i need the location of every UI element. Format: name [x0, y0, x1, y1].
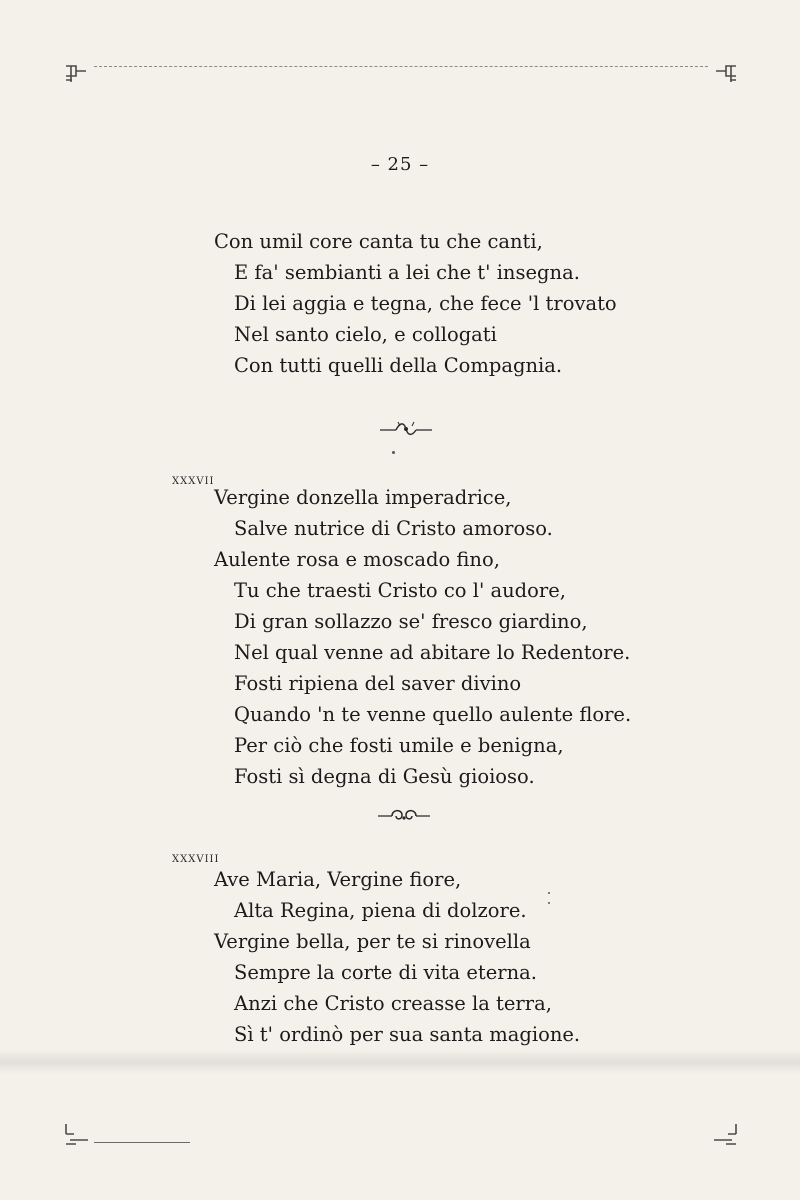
section-ornament-scroll-icon	[376, 806, 432, 824]
scan-shadow	[0, 1050, 800, 1074]
verse-line: Sì t' ordinò per sua santa magione.	[234, 1023, 581, 1046]
verse-line: Vergine bella, per te si rinovella	[214, 930, 531, 953]
verse-line: Tu che traesti Cristo co l' audore,	[234, 579, 566, 602]
verse-line: Per ciò che fosti umile e benigna,	[234, 734, 564, 757]
verse-line: Nel qual venne ad abitare lo Redentore.	[234, 641, 631, 664]
verse-line: Con tutti quelli della Compagnia.	[234, 354, 563, 377]
verse-line: Alta Regina, piena di dolzore.	[234, 899, 527, 922]
verse-line: Quando 'n te venne quello aulente flore.	[234, 703, 632, 726]
corner-ornament-bottom-right-icon	[712, 1120, 738, 1146]
verse-line: Anzi che Cristo creasse la terra,	[234, 992, 552, 1015]
page-number: – 25 –	[370, 154, 430, 175]
verse-line: Con umil core canta tu che canti,	[214, 230, 543, 253]
verse-line: Di gran sollazzo se' fresco giardino,	[234, 610, 588, 633]
ink-speck	[392, 451, 395, 454]
verse-line: Salve nutrice di Cristo amoroso.	[234, 517, 553, 540]
frame-line-top	[94, 66, 708, 67]
frame-line-bottom	[94, 1142, 190, 1143]
corner-ornament-bottom-left-icon	[64, 1120, 90, 1146]
verse-line: Fosti sì degna di Gesù gioioso.	[234, 765, 535, 788]
corner-ornament-top-right-icon	[712, 60, 738, 86]
verse-line: Fosti ripiena del saver divino	[234, 672, 522, 695]
stanza-continuation	[214, 226, 694, 381]
corner-ornament-top-left-icon	[64, 60, 90, 86]
verse-line: Aulente rosa e moscado fino,	[214, 548, 500, 571]
stanza-xxxviii	[214, 864, 694, 1050]
verse-line: Di lei aggia e tegna, che fece 'l trovato	[234, 292, 617, 315]
poem-number: XXXVII	[172, 476, 215, 487]
verse-line: Nel santo cielo, e collogati	[234, 323, 497, 346]
section-ornament-vine-icon	[378, 420, 434, 438]
ink-speck	[548, 892, 550, 894]
verse-line: Sempre la corte di vita eterna.	[234, 961, 538, 984]
verse-line: E fa' sembianti a lei che t' insegna.	[234, 261, 580, 284]
stanza-xxxvii	[214, 482, 694, 792]
verse-line: Vergine donzella imperadrice,	[214, 486, 512, 509]
verse-line: Ave Maria, Vergine fiore,	[214, 868, 462, 891]
ink-speck	[548, 902, 550, 904]
poem-number: XXXVIII	[172, 854, 220, 865]
